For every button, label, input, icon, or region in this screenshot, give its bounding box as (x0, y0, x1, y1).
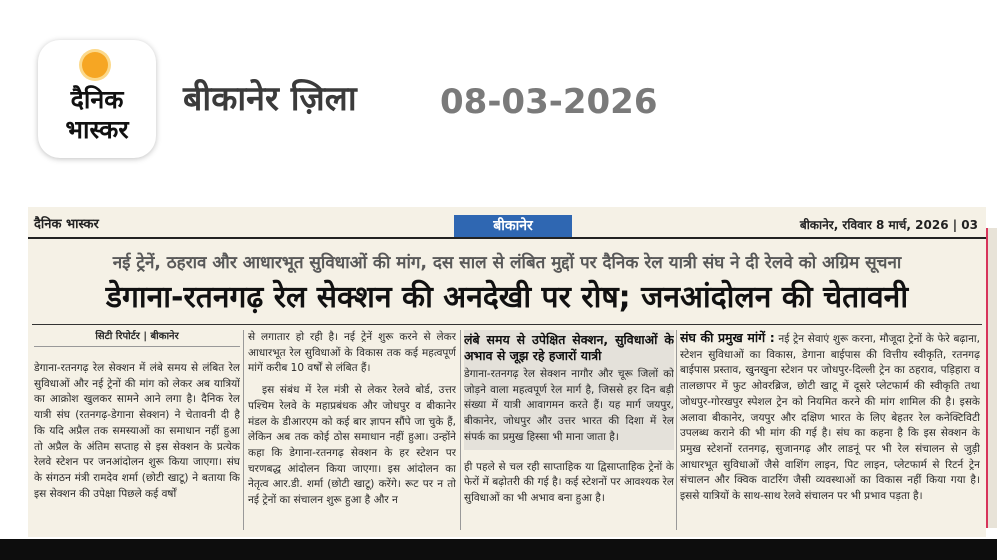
folio-section-tab: बीकानेर (454, 215, 572, 237)
demands-heading: संघ की प्रमुख मांगें : (680, 330, 775, 345)
sidebar-heading: लंबे समय से उपेक्षित सेक्शन, सुविधाओं के अभाव से जूझ रहे हजारों यात्री (464, 332, 674, 363)
demands-text: नई ट्रेन सेवाएं शुरू करना, मौजूदा ट्रेनों के फेरे बढ़ाना, स्टेशन सुविधाओं का विकास, डेगाना बाईपास की वित्तीय स्वीकृति, रतनगढ़ बाईपास प्रस्ताव, खुनखुना स्टेशन पर जोधपुर-दिल्ली ट्रेन का ठहराव, पड़िहारा व तालछापर में फुट ओवरब्रिज, छोटी खाटू में दूसरे प्लेटफार्म की स्वीकृति तथा जोधपुर-गोरखपुर स्पेशल ट्रेन को नियमित करने की मांग शामिल की है। इसके अलावा बीकानेर, जयपुर और दक्षिण भारत के लिए बेहतर रेल कनेक्टिविटी उपलब्ध कराने की भी मांग की गई है। संघ का कहना है कि इस सेक्शन के प्रमुख स्टेशनों रतनगढ़, सुजानगढ़ और लाडनूं पर भी रेल संचालन से जुड़ी आधारभूत सुविधाओं जैसे वाशिंग लाइन, पिट लाइन, प्लेटफार्म से रिटर्न ट्रेन संचालन और क्विक वाटरिंग जैसी व्यवस्थाओं का विकास नहीं किया गया है। इससे यात्रियों के साथ-साथ रेलवे संचालन पर भी प्रभाव पड़ता है। (680, 333, 980, 503)
post-date: 08-03-2026 (440, 82, 658, 122)
district-title: बीकानेर ज़िला (183, 79, 357, 119)
sidebar-box (464, 330, 674, 450)
article-column-1 (34, 330, 240, 537)
next-page-edge (986, 228, 997, 528)
column-2-para-1: से लगातार हो रही है। नई ट्रेनें शुरू करने से लेकर आधारभूत रेल सुविधाओं के विकास तक कई महत्वपूर्ण मांगें करीब 10 वर्षों से लंबित हैं। (248, 331, 456, 375)
column-divider (676, 330, 677, 530)
headline-rule (32, 324, 982, 325)
article-column-4 (680, 330, 980, 537)
page-folio (28, 215, 986, 239)
dainik-bhaskar-logo[interactable] (38, 40, 156, 158)
newspaper-clipping (28, 207, 986, 537)
bottom-bar (0, 539, 997, 560)
sun-icon (82, 52, 108, 78)
column-2-para-2: इस संबंध में रेल मंत्री से लेकर रेलवे बोर्ड, उत्तर पश्चिम रेलवे के महाप्रबंधक और जोधपुर व बीकानेर मंडल के डीआरएम को कई बार ज्ञापन सौंपे जा चुके हैं, लेकिन अब तक कोई ठोस समाधान नहीं हुआ। उन्होंने कहा कि डेगाना-रतनगढ़ सेक्शन के हर स्टेशन पर चरणबद्ध आंदोलन किया जाएगा। इस आंदोलन का नेतृत्व आर.डी. शर्मा (छोटी खाटू) करेंगे। रूट पर न तो नई ट्रेनों का संचालन शुरू हुआ है और न (248, 384, 456, 507)
article-kicker: नई ट्रेनें, ठहराव और आधारभूत सुविधाओं की मांग, दस साल से लंबित मुद्दों पर दैनिक रेल यात्री संघ ने दी रेलवे को अग्रिम सूचना (112, 253, 902, 273)
sidebar-text: डेगाना-रतनगढ़ रेल सेक्शन नागौर और चूरू जिलों को जोड़ने वाला महत्वपूर्ण रेल मार्ग है, जिससे हर दिन बड़ी संख्या में यात्री आवागमन करते हैं। यह मार्ग जयपुर, बीकानेर, जोधपुर और उत्तर भारत की दिशा में रेल संपर्क का प्रमुख हिस्सा भी माना जाता है। (464, 368, 674, 443)
column-divider (460, 330, 461, 530)
column-3-text: ही पहले से चल रही साप्ताहिक या द्विसाप्ताहिक ट्रेनों के फेरों में बढ़ोतरी की गई है। कई स्टेशनों पर आवश्यक रेल सुविधाओं का भी अभाव बना हुआ है। (464, 460, 674, 504)
folio-publication-name: दैनिक भास्कर (34, 217, 99, 232)
logo-line-1: दैनिक (70, 85, 124, 114)
article-column-3 (464, 330, 674, 537)
article-headline: डेगाना-रतनगढ़ रेल सेक्शन की अनदेखी पर रोष; जनआंदोलन की चेतावनी (105, 280, 909, 315)
article-column-2 (248, 330, 456, 537)
logo-line-2: भास्कर (65, 115, 129, 144)
column-divider (243, 330, 244, 530)
column-1-text: डेगाना-रतनगढ़ रेल सेक्शन में लंबे समय से लंबित रेल सुविधाओं और नई ट्रेनों की मांग को लेकर अब यात्रियों का आक्रोश खुलकर सामने आने लगा है। दैनिक रेल यात्री संघ (रतनगढ़-डेगाना सेक्शन) ने चेतावनी दी है कि यदि अप्रैल तक समस्याओं का समाधान नहीं हुआ तो अप्रैल के अंतिम सप्ताह से इस सेक्शन के प्रत्येक रेलवे स्टेशन पर जनआंदोलन शुरू किया जाएगा। संघ के संगठन मंत्री रामदेव शर्मा (छोटी खाटू) ने बताया कि इस सेक्शन की उपेक्षा पिछले कई वर्षों (34, 362, 240, 500)
folio-date-page: बीकानेर, रविवार 8 मार्च, 2026 | 03 (799, 218, 978, 232)
post-header (0, 0, 997, 200)
byline: सिटी रिपोर्टर | बीकानेर (34, 330, 240, 347)
